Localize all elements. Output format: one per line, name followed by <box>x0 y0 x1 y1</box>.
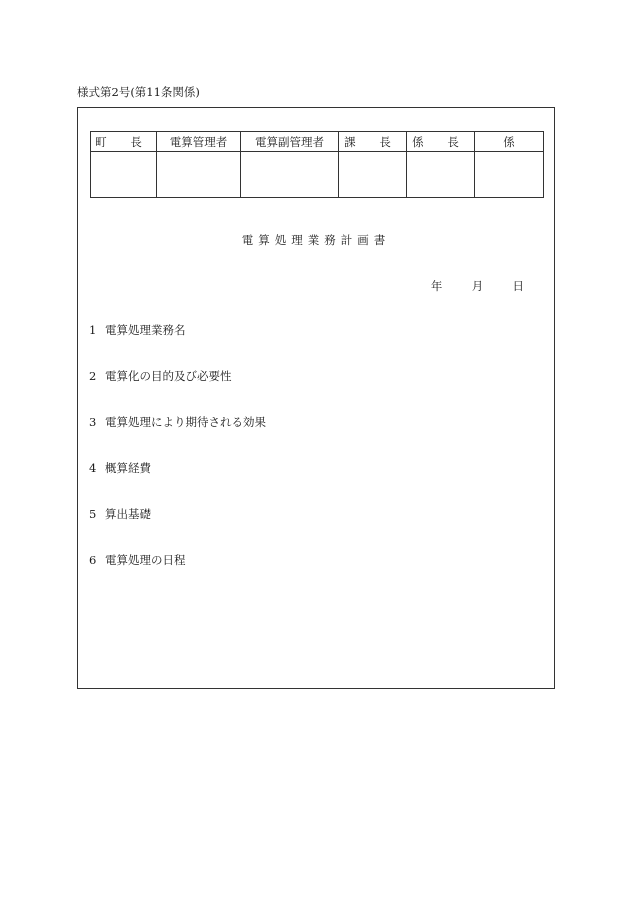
stamp-cell-manager[interactable] <box>157 152 241 198</box>
document-frame <box>77 107 555 689</box>
approval-header-staff: 係 <box>475 132 544 152</box>
item-label: 概算経費 <box>105 461 151 475</box>
item-label: 算出基礎 <box>105 507 151 521</box>
item-label: 電算処理業務名 <box>105 323 186 337</box>
date-year-label: 年 <box>430 279 443 293</box>
stamp-cell-mayor[interactable] <box>91 152 157 198</box>
date-line <box>431 278 524 294</box>
item-number: 6 <box>89 553 97 567</box>
list-item <box>89 322 266 368</box>
stamp-cell-deputy-manager[interactable] <box>241 152 339 198</box>
stamp-cell-section-chief[interactable] <box>339 152 407 198</box>
approval-header-row <box>91 132 544 152</box>
item-label: 電算処理の日程 <box>105 553 186 567</box>
form-number-label: 様式第2号(第11条関係) <box>77 85 200 99</box>
document-title: 電算処理業務計画書 <box>241 233 391 247</box>
item-number: 4 <box>89 461 97 475</box>
item-label: 電算処理により期待される効果 <box>105 415 266 429</box>
list-item <box>89 552 266 598</box>
item-number: 5 <box>89 507 97 521</box>
plan-items-list <box>89 322 266 598</box>
list-item <box>89 414 266 460</box>
approval-stamp-table <box>90 131 544 198</box>
approval-header-section-chief: 課 長 <box>339 132 407 152</box>
date-day-label: 日 <box>512 279 524 293</box>
stamp-cell-staff[interactable] <box>475 152 544 198</box>
item-number: 1 <box>89 323 97 337</box>
date-month-label: 月 <box>471 279 484 293</box>
item-label: 電算化の目的及び必要性 <box>105 369 232 383</box>
item-number: 3 <box>89 415 97 429</box>
list-item <box>89 460 266 506</box>
item-number: 2 <box>89 369 97 383</box>
stamp-cell-subsection-chief[interactable] <box>407 152 475 198</box>
list-item <box>89 506 266 552</box>
list-item <box>89 368 266 414</box>
approval-header-deputy-manager: 電算副管理者 <box>241 132 339 152</box>
approval-header-mayor: 町 長 <box>91 132 157 152</box>
approval-stamp-row <box>91 152 544 198</box>
approval-header-subsection-chief: 係 長 <box>407 132 475 152</box>
approval-header-manager: 電算管理者 <box>157 132 241 152</box>
